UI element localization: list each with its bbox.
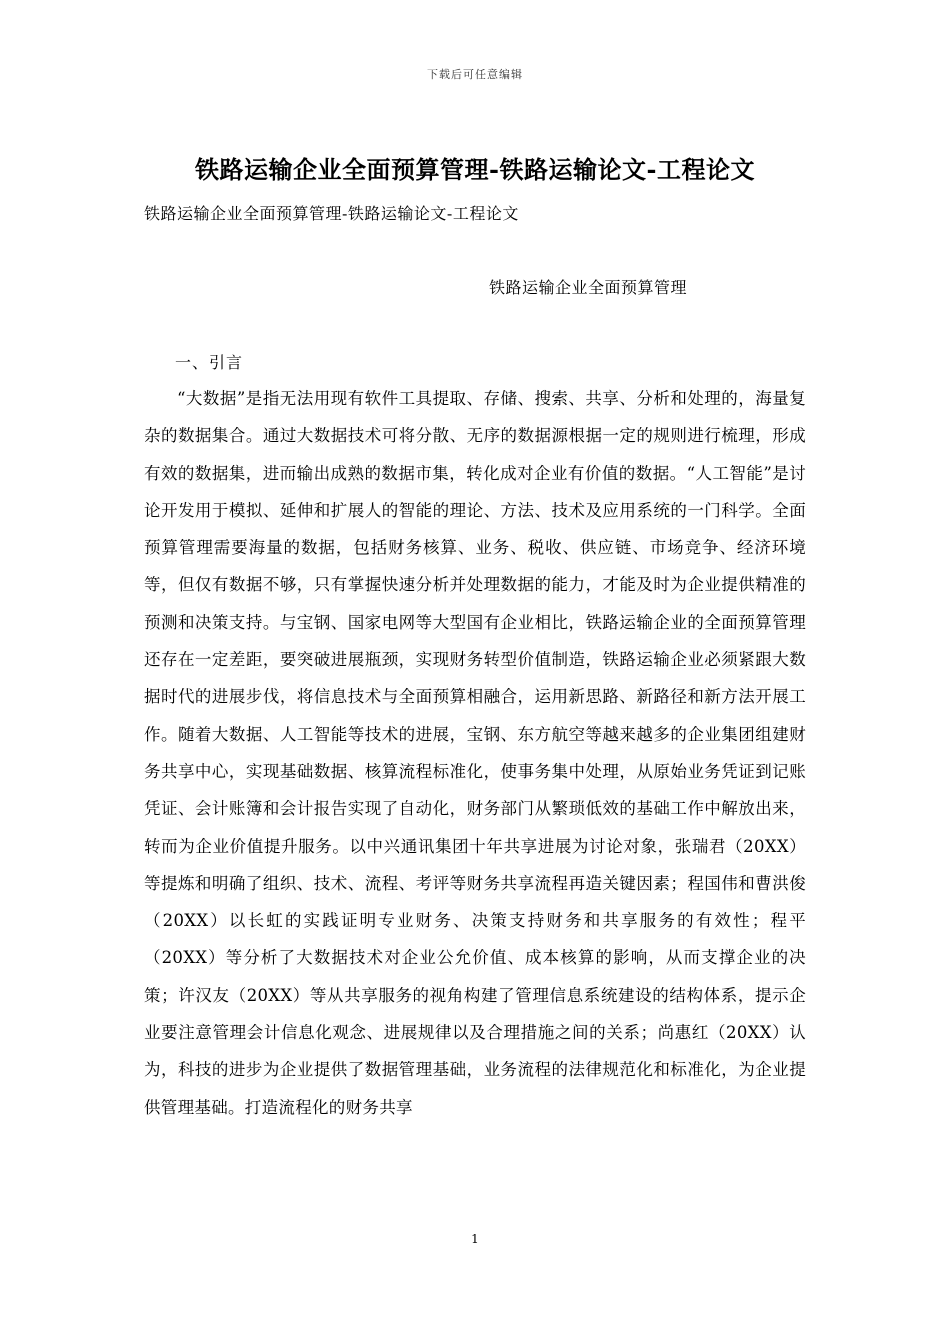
document-title: 铁路运输企业全面预算管理-铁路运输论文-工程论文 [195,155,755,184]
article-title: 铁路运输企业全面预算管理 [489,278,688,297]
document-subtitle: 铁路运输企业全面预算管理-铁路运输论文-工程论文 [144,204,519,223]
page-header-note: 下载后可任意编辑 [427,68,523,81]
section-heading: 一、引言 [175,353,244,372]
body-paragraph: “大数据”是指无法用现有软件工具提取、存储、搜索、共享、分析和处理的，海量复杂的数据集合。通过大数据技术可将分散、无序的数据源根据一定的规则进行梳理，形成有效的数据集，进而输出成熟的数据市集，转化成对企业有价值的数据。“人工智能”是讨论开发用于模拟、延伸和扩展人的智能的理论、方法、技术及应用系统的一门科学。全面预算管理需要海量的数据，包括财务核算、业务、税收、供应链、市场竞争、经济环境等，但仅有数据不够，只有掌握快速分析并处理数据的能力，才能及时为企业提供精准的预测和决策支持。与宝钢、国家电网等大型国有企业相比，铁路运输企业的全面预算管理还存在一定差距，要突破进展瓶颈，实现财务转型价值制造，铁路运输企业必须紧跟大数据时代的进展步伐，将信息技术与全面预算相融合，运用新思路、新路径和新方法开展工作。随着大数据、人工智能等技术的进展，宝钢、东方航空等越来越多的企业集团组建财务共享中心，实现基础数据、核算流程标准化，使事务集中处理，从原始业务凭证到记账凭证、会计账簿和会计报告实现了自动化，财务部门从繁琐低效的基础工作中解放出来，转而为企业价值提升服务。以中兴通讯集团十年共享进展为讨论对象，张瑞君（20XX）等提炼和明确了组织、技术、流程、考评等财务共享流程再造关键因素；程国伟和曹洪俊（20XX）以长虹的实践证明专业财务、决策支持财务和共享服务的有效性；程平（20XX）等分析了大数据技术对企业公允价值、成本核算的影响，从而支撑企业的决策；许汉友（20XX）等从共享服务的视角构建了管理信息系统建设的结构体系，提示企业要注意管理会计信息化观念、进展规律以及合理措施之间的关系；尚惠红（20XX）认为，科技的进步为企业提供了数据管理基础，业务流程的法律规范化和标准化，为企业提供管理基础。打造流程化的财务共享 [144,389,806,1117]
page-number: 1 [471,1232,479,1246]
